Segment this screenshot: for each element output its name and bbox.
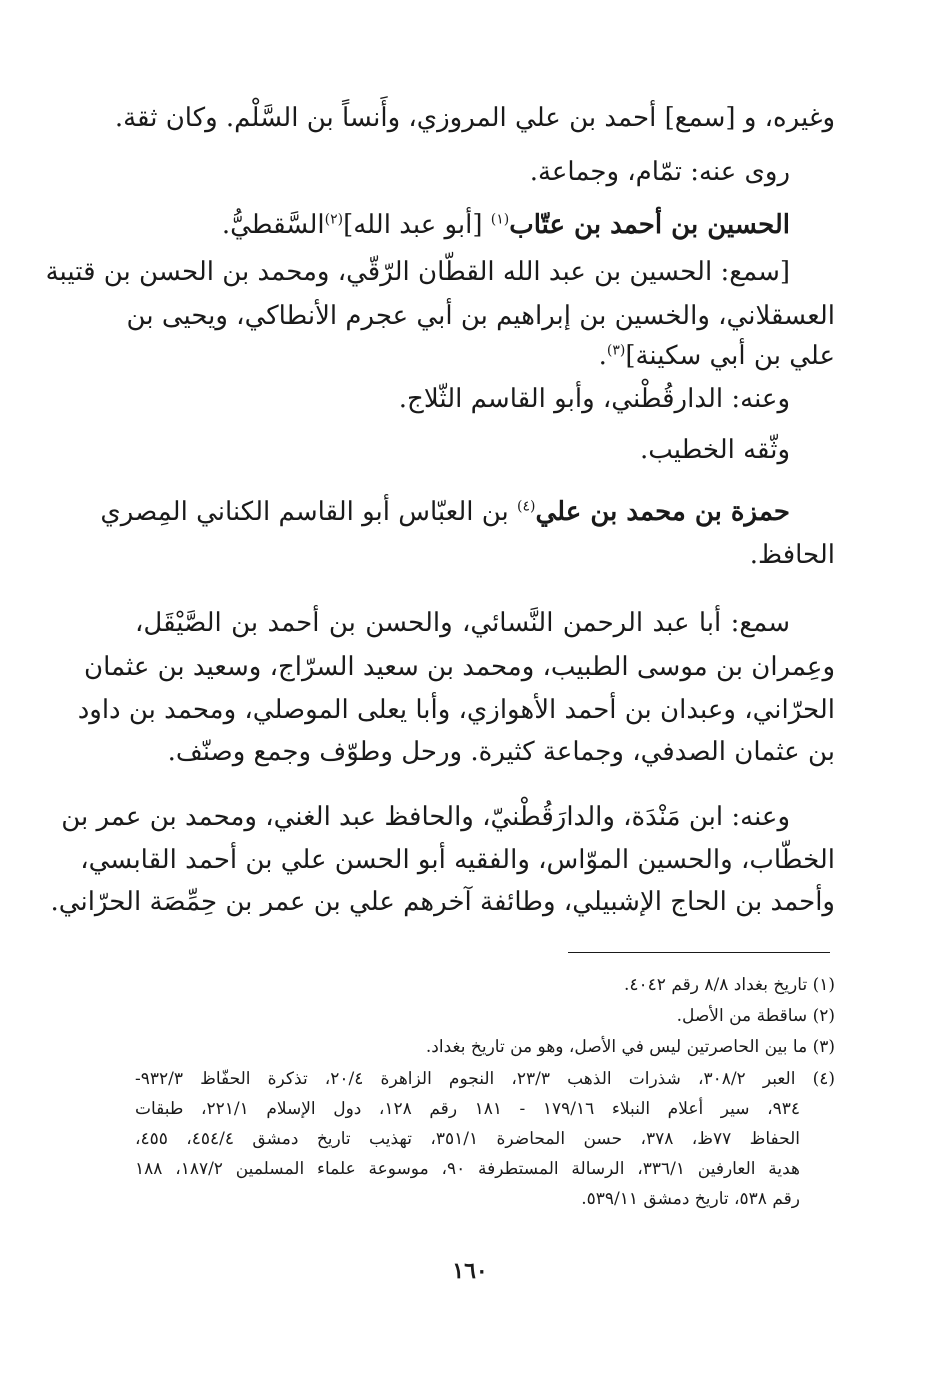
entry-name: الحسين بن أحمد بن عتّاب bbox=[509, 210, 790, 240]
footnote-ref: (٤) bbox=[517, 498, 536, 515]
text-line: [سمع: الحسين بن عبد الله القطّان الرّقّي، ومحمد بن الحسن بن قتيبة bbox=[45, 257, 790, 287]
text-line: الخطّاب، والحسين الموّاس، والفقيه أبو الحسن علي بن أحمد القابسي، bbox=[80, 845, 835, 875]
text-line: وغيره، و [سمع] أحمد بن علي المروزي، وأَنساً بن السَّلْم. وكان ثقة. bbox=[114, 103, 835, 133]
text-segment: . bbox=[598, 341, 607, 371]
footnote: (٢) ساقطة من الأصل. bbox=[676, 1006, 835, 1026]
footnote: (١) تاريخ بغداد ٨/٨ رقم ٤٠٤٢. bbox=[623, 975, 835, 995]
footnote-continuation: ٩٣٤، سير أعلام النبلاء ١٧٩/١٦ - ١٨١ رقم ١٢٨، دول الإسلام ٢٢١/١، طبقات bbox=[135, 1099, 800, 1119]
text-line: وأحمد بن الحاج الإشبيلي، وطائفة آخرهم علي بن عمر بن حِمِّصَة الحرّاني. bbox=[50, 887, 835, 917]
footnote: (٤) العبر ٣٠٨/٢، شذرات الذهب ٢٣/٣، النجوم الزاهرة ٢٠/٤، تذكرة الحفّاظ ٩٣٢/٣- bbox=[135, 1069, 835, 1089]
footnote-continuation: رقم ٥٣٨، تاريخ دمشق ٥٣٩/١١. bbox=[581, 1189, 800, 1209]
entry-kunya: [أبو عبد الله] bbox=[343, 210, 491, 240]
footnote-continuation: الحفاظ ٧٧ظ، ٣٧٨، حسن المحاضرة ٣٥١/١، تهذيب تاريخ دمشق ٤٥٤/٤، ٤٥٥، bbox=[135, 1129, 800, 1149]
text-line: الحافظ. bbox=[749, 540, 835, 570]
text-line: بن عثمان الصدفي، وجماعة كثيرة. ورحل وطوّف وجمع وصنّف. bbox=[167, 737, 835, 767]
footnote-separator bbox=[568, 952, 830, 953]
entry-heading bbox=[135, 203, 790, 247]
text-line: وعنه: الدارقُطْني، وأبو القاسم الثّلاج. bbox=[398, 384, 790, 414]
footnote: (٣) ما بين الحاصرتين ليس في الأصل، وهو من تاريخ بغداد. bbox=[425, 1037, 835, 1057]
entry-heading bbox=[100, 490, 790, 534]
text-line: روى عنه: تمّام، وجماعة. bbox=[529, 157, 790, 187]
footnote-ref: (٢) bbox=[324, 211, 344, 228]
footnote-continuation: هدية العارفين ٣٣٦/١، الرسالة المستطرفة ٩٠، موسوعة علماء المسلمين ١٨٧/٢، ١٨٨ bbox=[135, 1159, 800, 1179]
text-line: سمع: أبا عبد الرحمن النَّسائي، والحسن بن أحمد بن الصَّيْقَل، bbox=[135, 608, 790, 638]
text-line: وعِمران بن موسى الطبيب، ومحمد بن سعيد السرّاج، وسعيد بن عثمان bbox=[83, 652, 835, 682]
text-segment: علي بن أبي سكينة] bbox=[625, 341, 835, 371]
footnote-ref: (١) bbox=[490, 211, 510, 228]
entry-lineage: بن العبّاس أبو القاسم الكناني المِصري bbox=[100, 497, 518, 527]
page-number: ١٦٠ bbox=[452, 1258, 488, 1284]
entry-nisba: السَّقطيُّ. bbox=[221, 210, 325, 240]
text-line bbox=[135, 334, 835, 378]
footnote-ref: (٣) bbox=[606, 342, 626, 359]
entry-name: حمزة بن محمد بن علي bbox=[535, 497, 790, 527]
text-line: وعنه: ابن مَنْدَة، والدارَقُطْنيّ، والحافظ عبد الغني، ومحمد بن عمر بن bbox=[61, 802, 790, 832]
text-line: وثّقه الخطيب. bbox=[639, 435, 790, 465]
text-line: الحرّاني، وعبدان بن أحمد الأهوازي، وأبا يعلى الموصلي، ومحمد بن داود bbox=[77, 695, 835, 725]
text-line: العسقلاني، والخسين بن إبراهيم بن أبي عجرم الأنطاكي، ويحيى بن bbox=[126, 301, 835, 331]
